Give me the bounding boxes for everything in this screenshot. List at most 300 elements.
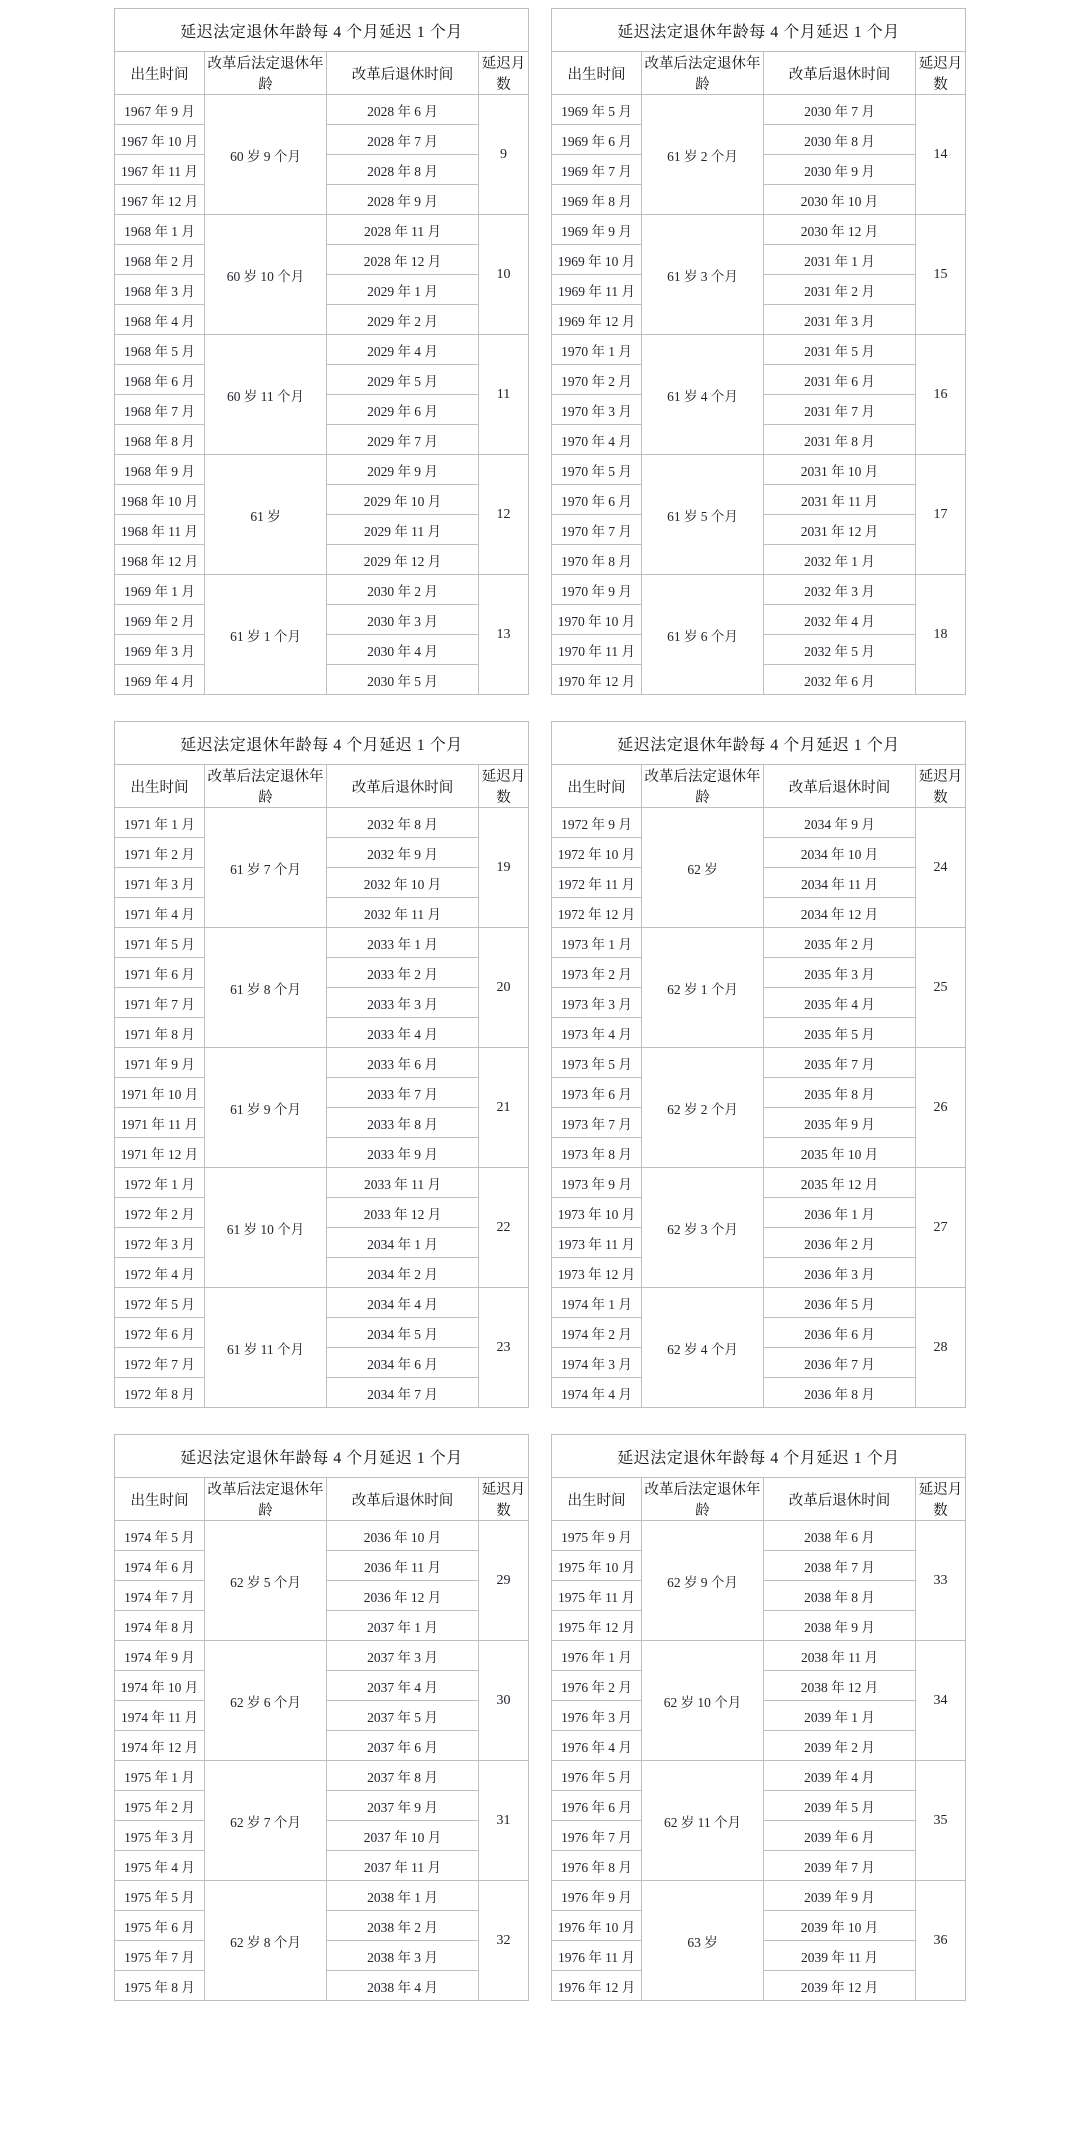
retirement-age-cell: 62 岁 4 个月 (642, 1288, 764, 1408)
retirement-age-cell: 61 岁 10 个月 (205, 1168, 327, 1288)
table-row (552, 1288, 966, 1318)
retirement-age-cell: 61 岁 1 个月 (205, 575, 327, 695)
birth-month-cell: 1969 年 1 月 (115, 575, 205, 605)
retirement-date-cell: 2028 年 6 月 (327, 95, 479, 125)
retirement-date-cell: 2030 年 7 月 (764, 95, 916, 125)
table-header-row (552, 52, 966, 95)
table-row (552, 215, 966, 245)
table-row (552, 1641, 966, 1671)
table-block-1 (0, 8, 1080, 695)
birth-month-cell: 1973 年 8 月 (552, 1138, 642, 1168)
birth-month-cell: 1969 年 7 月 (552, 155, 642, 185)
table-row (552, 1761, 966, 1791)
birth-month-cell: 1970 年 8 月 (552, 545, 642, 575)
retirement-date-cell: 2038 年 7 月 (764, 1551, 916, 1581)
birth-month-cell: 1968 年 4 月 (115, 305, 205, 335)
retirement-date-cell: 2028 年 12 月 (327, 245, 479, 275)
retirement-date-cell: 2032 年 5 月 (764, 635, 916, 665)
retirement-date-cell: 2030 年 10 月 (764, 185, 916, 215)
retirement-age-cell: 60 岁 9 个月 (205, 95, 327, 215)
retirement-date-cell: 2038 年 6 月 (764, 1521, 916, 1551)
retirement-date-cell: 2031 年 10 月 (764, 455, 916, 485)
retirement-date-cell: 2030 年 8 月 (764, 125, 916, 155)
delay-months-cell: 14 (916, 95, 966, 215)
delay-months-cell: 19 (479, 808, 529, 928)
retirement-date-cell: 2037 年 4 月 (327, 1671, 479, 1701)
delay-months-cell: 23 (479, 1288, 529, 1408)
delay-months-cell: 33 (916, 1521, 966, 1641)
retirement-date-cell: 2038 年 12 月 (764, 1671, 916, 1701)
column-header: 延迟月数 (916, 52, 966, 95)
table-row (552, 1521, 966, 1551)
table-row (115, 335, 529, 365)
birth-month-cell: 1974 年 6 月 (115, 1551, 205, 1581)
retirement-date-cell: 2036 年 8 月 (764, 1378, 916, 1408)
birth-month-cell: 1973 年 3 月 (552, 988, 642, 1018)
column-header: 改革后退休时间 (327, 765, 479, 808)
column-header: 延迟月数 (916, 765, 966, 808)
retirement-date-cell: 2039 年 5 月 (764, 1791, 916, 1821)
birth-month-cell: 1971 年 10 月 (115, 1078, 205, 1108)
retirement-date-cell: 2039 年 6 月 (764, 1821, 916, 1851)
retirement-date-cell: 2037 年 1 月 (327, 1611, 479, 1641)
column-header: 出生时间 (552, 52, 642, 95)
column-header: 改革后法定退休年龄 (642, 765, 764, 808)
retirement-date-cell: 2032 年 3 月 (764, 575, 916, 605)
table-row (115, 455, 529, 485)
birth-month-cell: 1973 年 12 月 (552, 1258, 642, 1288)
retirement-date-cell: 2033 年 3 月 (327, 988, 479, 1018)
birth-month-cell: 1974 年 12 月 (115, 1731, 205, 1761)
birth-month-cell: 1967 年 10 月 (115, 125, 205, 155)
table-row (115, 1641, 529, 1671)
column-header: 改革后法定退休年龄 (205, 1478, 327, 1521)
birth-month-cell: 1972 年 8 月 (115, 1378, 205, 1408)
birth-month-cell: 1973 年 2 月 (552, 958, 642, 988)
retirement-date-cell: 2030 年 12 月 (764, 215, 916, 245)
delay-months-cell: 13 (479, 575, 529, 695)
delay-months-cell: 29 (479, 1521, 529, 1641)
birth-month-cell: 1970 年 1 月 (552, 335, 642, 365)
retirement-date-cell: 2039 年 12 月 (764, 1971, 916, 2001)
retirement-date-cell: 2034 年 4 月 (327, 1288, 479, 1318)
retirement-age-cell: 62 岁 5 个月 (205, 1521, 327, 1641)
retirement-date-cell: 2033 年 11 月 (327, 1168, 479, 1198)
retirement-date-cell: 2039 年 10 月 (764, 1911, 916, 1941)
birth-month-cell: 1975 年 9 月 (552, 1521, 642, 1551)
retirement-date-cell: 2030 年 9 月 (764, 155, 916, 185)
retirement-date-cell: 2028 年 11 月 (327, 215, 479, 245)
birth-month-cell: 1975 年 7 月 (115, 1941, 205, 1971)
birth-month-cell: 1969 年 12 月 (552, 305, 642, 335)
table-title: 延迟法定退休年龄每 4 个月延迟 1 个月 (115, 1435, 529, 1478)
retirement-date-cell: 2036 年 6 月 (764, 1318, 916, 1348)
retirement-date-cell: 2031 年 11 月 (764, 485, 916, 515)
birth-month-cell: 1976 年 12 月 (552, 1971, 642, 2001)
birth-month-cell: 1969 年 4 月 (115, 665, 205, 695)
retirement-age-cell: 61 岁 6 个月 (642, 575, 764, 695)
retirement-date-cell: 2029 年 7 月 (327, 425, 479, 455)
birth-month-cell: 1972 年 5 月 (115, 1288, 205, 1318)
retirement-date-cell: 2038 年 8 月 (764, 1581, 916, 1611)
birth-month-cell: 1969 年 9 月 (552, 215, 642, 245)
column-header: 延迟月数 (479, 765, 529, 808)
table-header-row (115, 765, 529, 808)
retirement-age-cell: 63 岁 (642, 1881, 764, 2001)
retirement-age-cell: 61 岁 4 个月 (642, 335, 764, 455)
birth-month-cell: 1971 年 1 月 (115, 808, 205, 838)
birth-month-cell: 1972 年 3 月 (115, 1228, 205, 1258)
retirement-date-cell: 2034 年 1 月 (327, 1228, 479, 1258)
birth-month-cell: 1976 年 5 月 (552, 1761, 642, 1791)
retirement-age-cell: 61 岁 3 个月 (642, 215, 764, 335)
column-header: 改革后退休时间 (764, 765, 916, 808)
birth-month-cell: 1971 年 5 月 (115, 928, 205, 958)
table-row (552, 95, 966, 125)
table-row (115, 1048, 529, 1078)
retirement-date-cell: 2030 年 2 月 (327, 575, 479, 605)
retirement-date-cell: 2037 年 11 月 (327, 1851, 479, 1881)
table-title: 延迟法定退休年龄每 4 个月延迟 1 个月 (552, 1435, 966, 1478)
retirement-date-cell: 2037 年 8 月 (327, 1761, 479, 1791)
retirement-date-cell: 2039 年 2 月 (764, 1731, 916, 1761)
table-block-2 (0, 721, 1080, 1408)
birth-month-cell: 1976 年 10 月 (552, 1911, 642, 1941)
table-header-row (552, 765, 966, 808)
retirement-age-cell: 61 岁 9 个月 (205, 1048, 327, 1168)
table-row (115, 575, 529, 605)
birth-month-cell: 1967 年 12 月 (115, 185, 205, 215)
birth-month-cell: 1975 年 8 月 (115, 1971, 205, 2001)
retirement-date-cell: 2037 年 3 月 (327, 1641, 479, 1671)
retirement-date-cell: 2038 年 9 月 (764, 1611, 916, 1641)
birth-month-cell: 1968 年 12 月 (115, 545, 205, 575)
birth-month-cell: 1970 年 11 月 (552, 635, 642, 665)
table-header-row (115, 52, 529, 95)
table-row (115, 1761, 529, 1791)
birth-month-cell: 1972 年 10 月 (552, 838, 642, 868)
retirement-age-cell: 62 岁 8 个月 (205, 1881, 327, 2001)
retirement-date-cell: 2035 年 5 月 (764, 1018, 916, 1048)
retirement-date-cell: 2037 年 5 月 (327, 1701, 479, 1731)
birth-month-cell: 1968 年 9 月 (115, 455, 205, 485)
retirement-date-cell: 2028 年 9 月 (327, 185, 479, 215)
birth-month-cell: 1971 年 9 月 (115, 1048, 205, 1078)
birth-month-cell: 1968 年 11 月 (115, 515, 205, 545)
birth-month-cell: 1973 年 5 月 (552, 1048, 642, 1078)
birth-month-cell: 1974 年 2 月 (552, 1318, 642, 1348)
retirement-date-cell: 2033 年 4 月 (327, 1018, 479, 1048)
retirement-age-cell: 62 岁 9 个月 (642, 1521, 764, 1641)
birth-month-cell: 1972 年 9 月 (552, 808, 642, 838)
retirement-date-cell: 2030 年 3 月 (327, 605, 479, 635)
birth-month-cell: 1975 年 6 月 (115, 1911, 205, 1941)
table-row (115, 1521, 529, 1551)
table-container-block3-right (551, 1434, 966, 2001)
birth-month-cell: 1974 年 5 月 (115, 1521, 205, 1551)
retirement-date-cell: 2032 年 9 月 (327, 838, 479, 868)
retirement-table (114, 1434, 529, 2001)
birth-month-cell: 1970 年 4 月 (552, 425, 642, 455)
column-header: 延迟月数 (479, 1478, 529, 1521)
retirement-date-cell: 2036 年 7 月 (764, 1348, 916, 1378)
retirement-date-cell: 2032 年 1 月 (764, 545, 916, 575)
delay-months-cell: 24 (916, 808, 966, 928)
column-header: 出生时间 (552, 765, 642, 808)
table-header-row (552, 1478, 966, 1521)
birth-month-cell: 1976 年 11 月 (552, 1941, 642, 1971)
birth-month-cell: 1969 年 10 月 (552, 245, 642, 275)
birth-month-cell: 1973 年 11 月 (552, 1228, 642, 1258)
table-container-block1-right (551, 8, 966, 695)
retirement-date-cell: 2031 年 5 月 (764, 335, 916, 365)
birth-month-cell: 1971 年 6 月 (115, 958, 205, 988)
retirement-date-cell: 2036 年 1 月 (764, 1198, 916, 1228)
retirement-date-cell: 2036 年 2 月 (764, 1228, 916, 1258)
retirement-date-cell: 2034 年 2 月 (327, 1258, 479, 1288)
birth-month-cell: 1967 年 11 月 (115, 155, 205, 185)
birth-month-cell: 1968 年 10 月 (115, 485, 205, 515)
retirement-date-cell: 2029 年 4 月 (327, 335, 479, 365)
birth-month-cell: 1969 年 2 月 (115, 605, 205, 635)
retirement-date-cell: 2036 年 11 月 (327, 1551, 479, 1581)
retirement-date-cell: 2038 年 3 月 (327, 1941, 479, 1971)
delay-months-cell: 31 (479, 1761, 529, 1881)
retirement-age-cell: 61 岁 5 个月 (642, 455, 764, 575)
table-container-block3-left (114, 1434, 529, 2001)
retirement-date-cell: 2036 年 12 月 (327, 1581, 479, 1611)
birth-month-cell: 1973 年 4 月 (552, 1018, 642, 1048)
birth-month-cell: 1972 年 7 月 (115, 1348, 205, 1378)
retirement-age-cell: 61 岁 11 个月 (205, 1288, 327, 1408)
birth-month-cell: 1974 年 8 月 (115, 1611, 205, 1641)
birth-month-cell: 1972 年 11 月 (552, 868, 642, 898)
delay-months-cell: 26 (916, 1048, 966, 1168)
birth-month-cell: 1974 年 10 月 (115, 1671, 205, 1701)
birth-month-cell: 1973 年 10 月 (552, 1198, 642, 1228)
column-header: 改革后法定退休年龄 (205, 52, 327, 95)
retirement-date-cell: 2035 年 3 月 (764, 958, 916, 988)
retirement-date-cell: 2035 年 8 月 (764, 1078, 916, 1108)
delay-months-cell: 11 (479, 335, 529, 455)
retirement-date-cell: 2028 年 8 月 (327, 155, 479, 185)
table-row (115, 1881, 529, 1911)
birth-month-cell: 1971 年 4 月 (115, 898, 205, 928)
birth-month-cell: 1975 年 2 月 (115, 1791, 205, 1821)
column-header: 改革后退休时间 (764, 52, 916, 95)
delay-months-cell: 22 (479, 1168, 529, 1288)
birth-month-cell: 1975 年 4 月 (115, 1851, 205, 1881)
table-row (115, 1168, 529, 1198)
birth-month-cell: 1971 年 7 月 (115, 988, 205, 1018)
table-container-block2-left (114, 721, 529, 1408)
table-block-3 (0, 1434, 1080, 2001)
retirement-date-cell: 2032 年 4 月 (764, 605, 916, 635)
delay-months-cell: 12 (479, 455, 529, 575)
retirement-date-cell: 2038 年 11 月 (764, 1641, 916, 1671)
birth-month-cell: 1975 年 12 月 (552, 1611, 642, 1641)
retirement-age-cell: 60 岁 10 个月 (205, 215, 327, 335)
birth-month-cell: 1974 年 1 月 (552, 1288, 642, 1318)
retirement-date-cell: 2031 年 6 月 (764, 365, 916, 395)
retirement-date-cell: 2034 年 5 月 (327, 1318, 479, 1348)
retirement-date-cell: 2033 年 1 月 (327, 928, 479, 958)
birth-month-cell: 1973 年 6 月 (552, 1078, 642, 1108)
birth-month-cell: 1971 年 12 月 (115, 1138, 205, 1168)
retirement-date-cell: 2034 年 6 月 (327, 1348, 479, 1378)
column-header: 改革后法定退休年龄 (642, 1478, 764, 1521)
birth-month-cell: 1972 年 12 月 (552, 898, 642, 928)
birth-month-cell: 1975 年 5 月 (115, 1881, 205, 1911)
birth-month-cell: 1970 年 3 月 (552, 395, 642, 425)
retirement-date-cell: 2034 年 12 月 (764, 898, 916, 928)
birth-month-cell: 1968 年 8 月 (115, 425, 205, 455)
table-title: 延迟法定退休年龄每 4 个月延迟 1 个月 (552, 722, 966, 765)
retirement-date-cell: 2031 年 12 月 (764, 515, 916, 545)
table-row (552, 1168, 966, 1198)
retirement-date-cell: 2032 年 11 月 (327, 898, 479, 928)
delay-months-cell: 30 (479, 1641, 529, 1761)
retirement-date-cell: 2038 年 4 月 (327, 1971, 479, 2001)
retirement-date-cell: 2037 年 6 月 (327, 1731, 479, 1761)
birth-month-cell: 1972 年 1 月 (115, 1168, 205, 1198)
retirement-age-cell: 60 岁 11 个月 (205, 335, 327, 455)
retirement-date-cell: 2037 年 9 月 (327, 1791, 479, 1821)
delay-months-cell: 17 (916, 455, 966, 575)
birth-month-cell: 1971 年 3 月 (115, 868, 205, 898)
delay-months-cell: 32 (479, 1881, 529, 2001)
birth-month-cell: 1971 年 8 月 (115, 1018, 205, 1048)
retirement-date-cell: 2036 年 5 月 (764, 1288, 916, 1318)
birth-month-cell: 1968 年 2 月 (115, 245, 205, 275)
delay-months-cell: 16 (916, 335, 966, 455)
birth-month-cell: 1970 年 12 月 (552, 665, 642, 695)
birth-month-cell: 1974 年 7 月 (115, 1581, 205, 1611)
table-row (552, 1881, 966, 1911)
delay-months-cell: 27 (916, 1168, 966, 1288)
retirement-date-cell: 2035 年 9 月 (764, 1108, 916, 1138)
column-header: 改革后法定退休年龄 (205, 765, 327, 808)
retirement-age-cell: 62 岁 2 个月 (642, 1048, 764, 1168)
retirement-age-cell: 61 岁 7 个月 (205, 808, 327, 928)
delay-months-cell: 15 (916, 215, 966, 335)
birth-month-cell: 1969 年 3 月 (115, 635, 205, 665)
birth-month-cell: 1974 年 11 月 (115, 1701, 205, 1731)
birth-month-cell: 1972 年 4 月 (115, 1258, 205, 1288)
birth-month-cell: 1976 年 7 月 (552, 1821, 642, 1851)
birth-month-cell: 1973 年 1 月 (552, 928, 642, 958)
retirement-date-cell: 2031 年 3 月 (764, 305, 916, 335)
column-header: 延迟月数 (916, 1478, 966, 1521)
table-title: 延迟法定退休年龄每 4 个月延迟 1 个月 (552, 9, 966, 52)
birth-month-cell: 1975 年 1 月 (115, 1761, 205, 1791)
retirement-age-cell: 62 岁 10 个月 (642, 1641, 764, 1761)
retirement-table (114, 8, 529, 695)
retirement-date-cell: 2038 年 2 月 (327, 1911, 479, 1941)
retirement-age-cell: 62 岁 7 个月 (205, 1761, 327, 1881)
retirement-age-cell: 62 岁 3 个月 (642, 1168, 764, 1288)
table-header-row (115, 1478, 529, 1521)
table-row (552, 808, 966, 838)
delay-months-cell: 28 (916, 1288, 966, 1408)
retirement-date-cell: 2031 年 2 月 (764, 275, 916, 305)
birth-month-cell: 1974 年 4 月 (552, 1378, 642, 1408)
retirement-table (551, 1434, 966, 2001)
retirement-date-cell: 2034 年 10 月 (764, 838, 916, 868)
birth-month-cell: 1968 年 3 月 (115, 275, 205, 305)
retirement-date-cell: 2036 年 10 月 (327, 1521, 479, 1551)
retirement-date-cell: 2039 年 11 月 (764, 1941, 916, 1971)
retirement-date-cell: 2035 年 10 月 (764, 1138, 916, 1168)
birth-month-cell: 1970 年 7 月 (552, 515, 642, 545)
table-container-block2-right (551, 721, 966, 1408)
birth-month-cell: 1976 年 8 月 (552, 1851, 642, 1881)
retirement-table (551, 721, 966, 1408)
retirement-date-cell: 2031 年 1 月 (764, 245, 916, 275)
column-header: 出生时间 (115, 1478, 205, 1521)
retirement-date-cell: 2030 年 4 月 (327, 635, 479, 665)
birth-month-cell: 1971 年 2 月 (115, 838, 205, 868)
retirement-date-cell: 2034 年 7 月 (327, 1378, 479, 1408)
retirement-date-cell: 2037 年 10 月 (327, 1821, 479, 1851)
retirement-date-cell: 2031 年 8 月 (764, 425, 916, 455)
birth-month-cell: 1976 年 1 月 (552, 1641, 642, 1671)
birth-month-cell: 1972 年 6 月 (115, 1318, 205, 1348)
retirement-age-cell: 61 岁 8 个月 (205, 928, 327, 1048)
table-row (552, 455, 966, 485)
retirement-date-cell: 2029 年 5 月 (327, 365, 479, 395)
column-header: 出生时间 (552, 1478, 642, 1521)
retirement-date-cell: 2028 年 7 月 (327, 125, 479, 155)
birth-month-cell: 1970 年 9 月 (552, 575, 642, 605)
birth-month-cell: 1976 年 2 月 (552, 1671, 642, 1701)
column-header: 改革后退休时间 (327, 52, 479, 95)
birth-month-cell: 1970 年 5 月 (552, 455, 642, 485)
delay-months-cell: 10 (479, 215, 529, 335)
column-header: 改革后法定退休年龄 (642, 52, 764, 95)
birth-month-cell: 1975 年 10 月 (552, 1551, 642, 1581)
retirement-date-cell: 2029 年 9 月 (327, 455, 479, 485)
retirement-age-cell: 62 岁 11 个月 (642, 1761, 764, 1881)
retirement-date-cell: 2029 年 6 月 (327, 395, 479, 425)
retirement-date-cell: 2033 年 9 月 (327, 1138, 479, 1168)
retirement-date-cell: 2033 年 8 月 (327, 1108, 479, 1138)
retirement-date-cell: 2033 年 12 月 (327, 1198, 479, 1228)
retirement-date-cell: 2039 年 1 月 (764, 1701, 916, 1731)
birth-month-cell: 1969 年 6 月 (552, 125, 642, 155)
retirement-age-cell: 62 岁 (642, 808, 764, 928)
table-row (115, 215, 529, 245)
table-row (115, 808, 529, 838)
birth-month-cell: 1975 年 3 月 (115, 1821, 205, 1851)
birth-month-cell: 1974 年 9 月 (115, 1641, 205, 1671)
table-row (552, 1048, 966, 1078)
birth-month-cell: 1968 年 7 月 (115, 395, 205, 425)
table-row (115, 1288, 529, 1318)
birth-month-cell: 1968 年 5 月 (115, 335, 205, 365)
birth-month-cell: 1970 年 6 月 (552, 485, 642, 515)
retirement-date-cell: 2034 年 11 月 (764, 868, 916, 898)
delay-months-cell: 21 (479, 1048, 529, 1168)
retirement-age-cell: 61 岁 (205, 455, 327, 575)
birth-month-cell: 1973 年 9 月 (552, 1168, 642, 1198)
table-row (115, 95, 529, 125)
retirement-date-cell: 2033 年 7 月 (327, 1078, 479, 1108)
retirement-date-cell: 2029 年 2 月 (327, 305, 479, 335)
retirement-age-cell: 62 岁 1 个月 (642, 928, 764, 1048)
retirement-date-cell: 2029 年 12 月 (327, 545, 479, 575)
retirement-date-cell: 2035 年 7 月 (764, 1048, 916, 1078)
